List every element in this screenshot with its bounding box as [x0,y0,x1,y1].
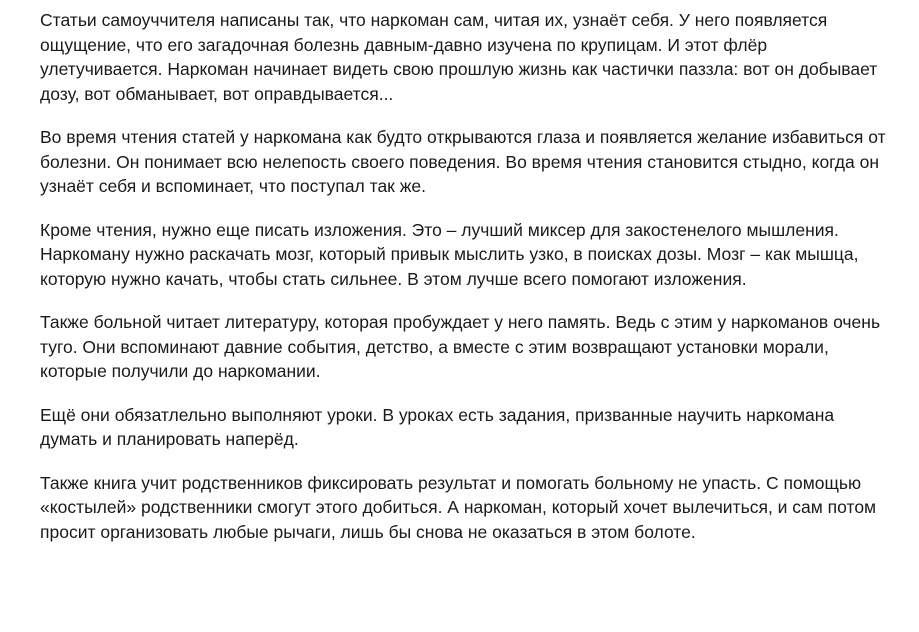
paragraph-4: Также больной читает литературу, которая пробуждает у него память. Ведь с этим у наркоманов очень туго. Они вспоминают давние события, детство, а вместе с этим возвращают установки морали, которые получили до наркомании. [40,312,881,381]
document-body [40,8,890,544]
paragraph-6: Также книга учит родственников фиксировать результат и помогать больному не упасть. С помощью «костылей» родственники смогут этого добиться. А наркоман, который хочет вылечиться, и сам потом просит организовать любые рычаги, лишь бы снова не оказаться в этом болоте. [40,472,877,542]
paragraph-2: Во время чтения статей у наркомана как будто открываются глаза и появляется желание избавиться от болезни. Он понимает всю нелепость своего поведения. Во время чтения становится стыдно, когда он узнаёт себя и вспоминает, что поступал так же. [40,127,886,196]
paragraph-1: Статьи самоуччителя написаны так, что наркоман сам, читая их, узнаёт себя. У него появляется ощущение, что его загадочная болезнь давным-давно изучена по крупицам. И этот флёр улетучивается. Наркоман начинает видеть свою прошлую жизнь как частички паззла: вот он добывает дозу, вот обманывает, вот оправдывается... [40,10,878,104]
paragraph-5: Ещё они обязатлельно выполняют уроки. В уроках есть задания, призванные научить наркомана думать и планировать наперёд. [40,404,835,449]
paragraph-3: Кроме чтения, нужно еще писать изложения. Это – лучший миксер для закостенелого мышления. Наркоману нужно раскачать мозг, который привык мыслить узко, в поисках дозы. Мозг – как мышца, которую нужно качать, чтобы стать сильнее. В этом лучше всего помогают изложения. [40,219,859,289]
